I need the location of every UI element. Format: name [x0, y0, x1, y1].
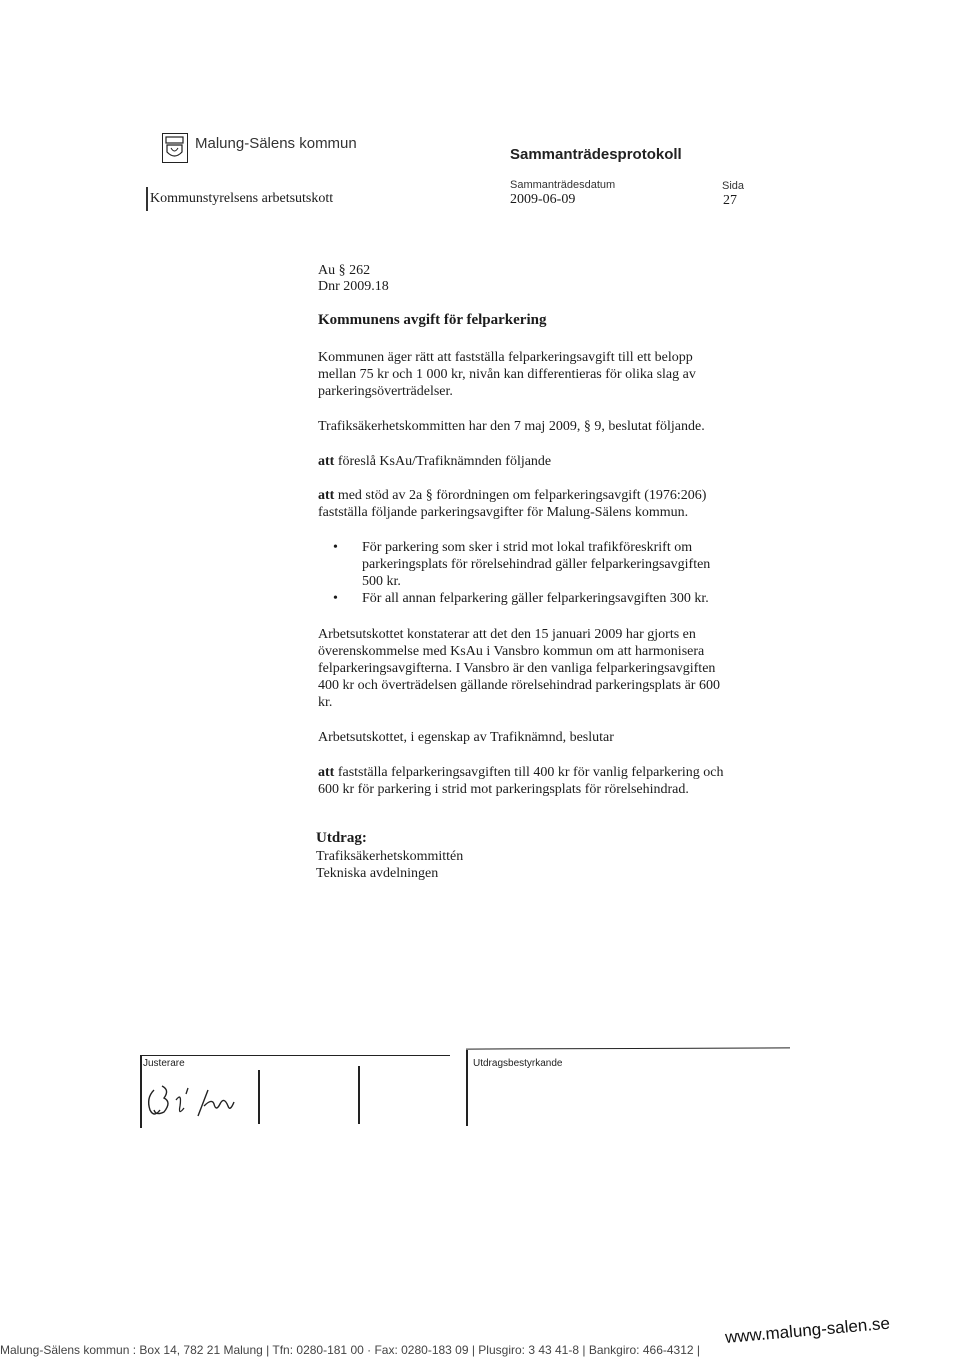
statement-line: felparkeringsavgifterna. I Vansbro är den vanliga felparkeringsavgiften: [318, 661, 716, 676]
statement-line: Arbetsutskottet konstaterar att det den 15 januari 2009 har gjorts en: [318, 627, 696, 642]
municipality-logo-icon: [162, 133, 188, 163]
extract-list: [316, 848, 463, 882]
certification-label: Utdragsbestyrkande: [473, 1058, 563, 1069]
list-item-line: 500 kr.: [362, 574, 401, 589]
proposal-text: föreslå KsAu/Trafiknämnden följande: [334, 454, 552, 469]
organization-name: Malung-Sälens kommun: [195, 135, 357, 152]
ref-au: Au § 262: [318, 263, 371, 278]
extract-item: Tekniska avdelningen: [316, 866, 439, 881]
intro-line: parkeringsöverträdelser.: [318, 384, 453, 399]
footer-address: Malung-Sälens kommun : Box 14, 782 21 Malung | Tfn: 0280-181 00 · Fax: 0280-183 09 | Plusgiro: 3 43 41-8 | Bankgiro: 466-4312 |: [0, 1343, 701, 1357]
final-decision: [318, 764, 723, 798]
section-title: Kommunens avgift för felparkering: [318, 312, 547, 328]
header-divider: [146, 187, 148, 211]
intro-paragraph: [318, 349, 696, 400]
website-link[interactable]: www.malung-salen.se: [724, 1313, 891, 1348]
adjuster-label: Justerare: [143, 1058, 185, 1069]
fee-list: [333, 539, 710, 607]
list-item: [333, 590, 710, 607]
decision-line: [318, 487, 706, 504]
signature-divider: [358, 1066, 360, 1124]
list-item: [333, 539, 710, 590]
decide-intro: Arbetsutskottet, i egenskap av Trafiknämnd, beslutar: [318, 730, 614, 745]
handwritten-signature: [142, 1076, 252, 1126]
meeting-date: 2009-06-09: [510, 192, 576, 207]
committee-name: Kommunstyrelsens arbetsutskott: [150, 191, 334, 206]
page-number: 27: [723, 193, 737, 208]
certification-left-border: [466, 1050, 468, 1126]
page-label: Sida: [722, 180, 745, 192]
decision-line: fastställa följande parkeringsavgifter för Malung-Sälens kommun.: [318, 505, 689, 520]
final-text: fastställa felparkeringsavgiften till 400 kr för vanlig felparkering och: [334, 765, 724, 780]
statement-line: 400 kr och överträdelsen gällande rörelsehindrad parkeringsplats är 600: [318, 678, 720, 693]
ref-dnr: Dnr 2009.18: [318, 279, 389, 294]
extract-item: Trafiksäkerhetskommittén: [316, 849, 464, 864]
list-item-line: parkeringsplats för rörelsehindrad gäller felparkeringsavgiften: [362, 557, 711, 572]
decision-text: med stöd av 2a § förordningen om felparkeringsavgift (1976:206): [334, 488, 707, 503]
bullet-icon: •: [333, 591, 338, 606]
intro-line: Kommunen äger rätt att fastställa felparkeringsavgift till ett belopp: [318, 350, 693, 365]
final-line: [318, 764, 723, 781]
extract-title: Utdrag:: [316, 830, 367, 846]
statement-paragraph: [318, 626, 720, 711]
proposal-line: [318, 453, 551, 470]
date-label: Sammanträdesdatum: [510, 179, 616, 191]
intro-line: mellan 75 kr och 1 000 kr, nivån kan differentieras för olika slag av: [318, 367, 696, 382]
statement-line: kr.: [318, 695, 333, 710]
bullet-icon: •: [333, 540, 338, 555]
document-type: Sammanträdesprotokoll: [510, 146, 682, 163]
final-line: 600 kr för parkering i strid mot parkeringsplats för rörelsehindrad.: [318, 782, 689, 797]
decision-att: att: [318, 488, 335, 503]
signature-top-line: [140, 1055, 450, 1056]
final-att: att: [318, 765, 335, 780]
certification-top-line: [466, 1047, 790, 1049]
committee-note: Trafiksäkerhetskommitten har den 7 maj 2009, § 9, beslutat följande.: [318, 419, 705, 434]
proposal-att: att: [318, 454, 335, 469]
statement-line: överenskommelse med KsAu i Vansbro kommun om att harmonisera: [318, 644, 705, 659]
signature-divider: [258, 1070, 260, 1124]
list-item-line: För parkering som sker i strid mot lokal trafikföreskrift om: [362, 540, 693, 555]
decision-paragraph: [318, 487, 706, 521]
list-item-line: För all annan felparkering gäller felparkeringsavgiften 300 kr.: [362, 591, 709, 606]
